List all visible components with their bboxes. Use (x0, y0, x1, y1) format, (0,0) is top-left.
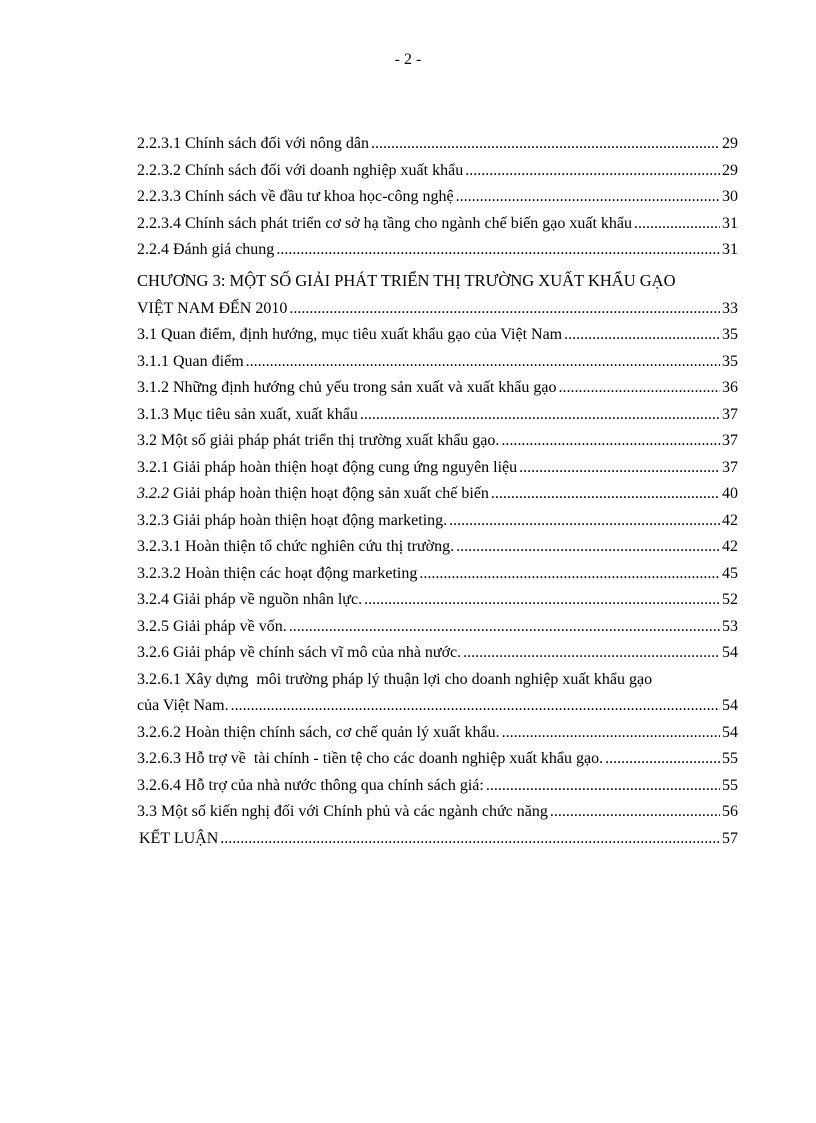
toc-entry-page: 37 (722, 458, 738, 476)
dot-leader (605, 746, 720, 773)
dot-leader (246, 349, 720, 376)
toc-entry-page: 31 (722, 214, 738, 232)
toc-entry-title: 2.2.3.3 Chính sách về đầu tư khoa học-công nghệ (137, 188, 454, 205)
toc-entry-title: KẾT LUẬN (139, 829, 219, 847)
toc-entry-page: 52 (722, 591, 738, 608)
toc-entry-page: 36 (722, 379, 738, 396)
dot-leader (519, 455, 720, 482)
toc-entry-title: của Việt Nam. (137, 697, 229, 714)
toc-entry-page: 57 (722, 829, 738, 847)
dot-leader (465, 158, 720, 185)
toc-entry-page: 53 (722, 617, 738, 635)
toc-entry-title: 3.2.3.2 Hoàn thiện các hoạt động marketing (137, 564, 418, 582)
dot-leader (502, 720, 720, 747)
toc-entry-page: 29 (722, 135, 738, 152)
dot-leader (634, 211, 720, 238)
toc-entry[interactable] (137, 237, 738, 264)
table-of-contents (137, 131, 738, 852)
dot-leader (501, 428, 720, 455)
toc-entry[interactable] (137, 455, 738, 482)
toc-entry[interactable] (137, 349, 738, 376)
toc-entry-title: 3.1.1 Quan điểm (137, 352, 244, 370)
dot-leader (360, 402, 720, 429)
dot-leader (564, 322, 720, 349)
toc-entry-page: 42 (722, 511, 738, 529)
dot-leader (276, 237, 720, 264)
toc-entry-page: 35 (722, 352, 738, 370)
toc-entry-page: 54 (722, 723, 738, 741)
dot-leader (463, 640, 720, 667)
toc-entry-page: 45 (722, 564, 738, 582)
toc-entry[interactable] (137, 773, 738, 800)
toc-entry-page: 33 (722, 299, 738, 317)
dot-leader (231, 693, 720, 720)
toc-entry-title: 3.2.6.4 Hỗ trợ của nhà nước thông qua chính sách giá: (137, 776, 484, 794)
dot-leader (456, 534, 720, 561)
toc-entry-line-1[interactable] (137, 667, 738, 694)
toc-entry-page: 55 (722, 776, 738, 794)
toc-entry-number: 3.2.2 (137, 485, 169, 502)
toc-entry-page: 54 (722, 644, 738, 661)
dot-leader (419, 561, 720, 588)
dot-leader (456, 184, 720, 211)
toc-entry[interactable] (137, 322, 738, 349)
toc-entry-title: 3.1 Quan điểm, định hướng, mục tiêu xuất khẩu gạo của Việt Nam (137, 326, 563, 343)
toc-entry-page: 42 (722, 538, 738, 555)
toc-entry-title: 2.2.3.4 Chính sách phát triển cơ sở hạ tầng cho ngành chế biến gạo xuất khẩu (137, 214, 633, 232)
dot-leader (364, 587, 720, 614)
toc-entry-title (137, 481, 489, 508)
chapter-heading-line[interactable] (137, 266, 738, 296)
toc-entry[interactable] (137, 561, 738, 588)
toc-entry-conclusion[interactable] (137, 826, 738, 853)
toc-entry-title: 3.2.4 Giải pháp về nguồn nhân lực. (137, 591, 363, 608)
toc-entry[interactable] (137, 158, 738, 185)
toc-entry-page: 29 (722, 161, 738, 179)
dot-leader (289, 614, 720, 641)
toc-entry[interactable] (137, 402, 738, 429)
toc-entry-page: 55 (722, 750, 738, 767)
toc-entry[interactable] (137, 640, 738, 667)
toc-entry[interactable] (137, 184, 738, 211)
dot-leader (371, 131, 720, 158)
toc-entry-title: 3.2.3 Giải pháp hoàn thiện hoạt động marketing. (137, 511, 448, 529)
toc-entry[interactable] (137, 614, 738, 641)
toc-entry-label: Giải pháp hoàn thiện hoạt động sản xuất chế biến (169, 485, 489, 502)
toc-entry-title: 3.2.6.3 Hỗ trợ về tài chính - tiền tệ cho các doanh nghiệp xuất khẩu gạo. (137, 750, 604, 767)
toc-entry-title: 3.2.6.1 Xây dựng môi trường pháp lý thuận lợi cho doanh nghiệp xuất khẩu gạo (137, 670, 653, 688)
dot-leader (559, 375, 720, 402)
toc-entry-page: 54 (722, 697, 738, 714)
toc-entry-title: VIỆT NAM ĐẾN 2010 (137, 299, 288, 317)
toc-entry-title: 3.2.5 Giải pháp về vốn. (137, 617, 287, 635)
toc-entry[interactable] (137, 693, 738, 720)
toc-entry-page: 56 (722, 803, 738, 820)
toc-entry-page: 35 (722, 326, 738, 343)
toc-entry-title: 3.2.6 Giải pháp về chính sách vĩ mô của nhà nước. (137, 644, 462, 661)
dot-leader (486, 773, 720, 800)
toc-entry-page: 40 (722, 485, 738, 502)
toc-entry[interactable] (137, 534, 738, 561)
toc-entry-title: 3.2.6.2 Hoàn thiện chính sách, cơ chế quản lý xuất khẩu. (137, 723, 500, 741)
toc-entry[interactable] (137, 720, 738, 747)
toc-entry-page: 37 (722, 432, 738, 449)
dot-leader (289, 296, 720, 323)
toc-entry-title: 3.1.2 Những định hướng chủ yếu trong sản xuất và xuất khẩu gạo (137, 379, 557, 396)
toc-entry[interactable] (137, 211, 738, 238)
toc-entry[interactable] (137, 587, 738, 614)
toc-entry-title: 3.2 Một số giải pháp phát triển thị trường xuất khẩu gạo. (137, 432, 500, 449)
toc-entry[interactable] (137, 746, 738, 773)
dot-leader (449, 508, 720, 535)
dot-leader (220, 826, 720, 853)
toc-entry[interactable] (137, 428, 738, 455)
toc-entry[interactable] (137, 131, 738, 158)
dot-leader (491, 481, 720, 508)
toc-entry[interactable] (137, 508, 738, 535)
chapter-heading: CHƯƠNG 3: MỘT SỐ GIẢI PHÁT TRIỂN THỊ TRƯỜNG XUẤT KHẨU GẠO (137, 270, 676, 290)
toc-entry-page: 31 (722, 241, 738, 258)
toc-entry[interactable] (137, 296, 738, 323)
toc-entry[interactable] (137, 375, 738, 402)
toc-entry-title: 2.2.3.1 Chính sách đối với nông dân (137, 135, 369, 152)
toc-entry-title: 3.1.3 Mục tiêu sản xuất, xuất khẩu (137, 405, 358, 423)
toc-entry-title: 3.2.1 Giải pháp hoàn thiện hoạt động cung ứng nguyên liệu (137, 458, 518, 476)
toc-entry-title: 2.2.4 Đánh giá chung (137, 241, 275, 258)
toc-entry[interactable] (137, 799, 738, 826)
toc-entry[interactable] (137, 481, 738, 508)
dot-leader (550, 799, 720, 826)
toc-entry-page: 30 (722, 188, 738, 205)
page-number: - 2 - (394, 51, 422, 68)
toc-entry-title: 3.3 Một số kiến nghị đối với Chính phủ và các ngành chức năng (137, 803, 548, 820)
toc-entry-page: 37 (722, 405, 738, 423)
toc-entry-title: 2.2.3.2 Chính sách đối với doanh nghiệp xuất khẩu (137, 161, 464, 179)
toc-entry-title: 3.2.3.1 Hoàn thiện tổ chức nghiên cứu thị trường. (137, 538, 455, 555)
